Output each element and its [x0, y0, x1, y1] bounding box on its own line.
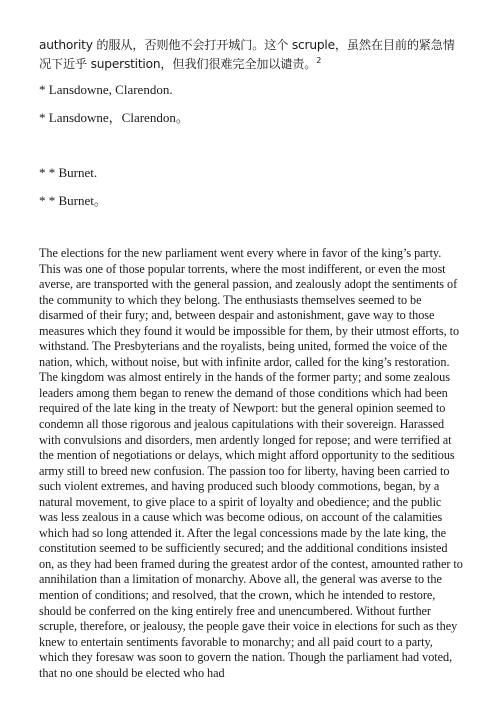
- footnote-burnet-en: * * Burnet.: [39, 165, 98, 180]
- body-paragraph: The elections for the new parliament went every where in favor of the king’s party. This was one of those popular torrents, where the most indifferent, or even the most averse, are transported with the general passion, and zealously adopt the sentiments of the community to which they belong. The enthusiasts themselves seemed to be disarmed of their fury; and, between despair and astonishment, gave way to those measures which they found it would be impossible for them, by their utmost efforts, to withstand. The Presbyterians and the royalists, being united, formed the voice of the nation, which, without noise, but with infinite ardor, called for the king’s restoration. The kingdom was almost entirely in the hands of the former party; and some zealous leaders among them began to renew the demand of those conditions which had been required of the late king in the treaty of Newport: but the general opinion seemed to condemn all those rigorous and jealous capitulations with their sovereign. Harassed with convulsions and disorders, men ardently longed for repose; and were terrified at the mention of negotiations or delays, which might afford opportunity to the seditious army still to breed new confusion. The passion too for liberty, having been carried to such violent extremes, and having produced such bloody commotions, began, by a natural movement, to give place to a spirit of loyalty and obedience; and the public was less zealous in a cause which was become odious, on account of the calamities which had so long attended it. After the legal concessions made by the late king, the constitution seemed to be sufficiently secured; and the additional conditions insisted on, as they had been framed during the greatest ardor of the contest, amounted rather to annihilation than a limitation of monarchy. Above all, the general was averse to the mention of conditions; and resolved, that the crown, which he intended to restore, should be conferred on the king entirely free and unencumbered. Without further scruple, therefore, or jealousy, the people gave their voice in elections for such as they knew to entertain sentiments favorable to monarchy; and all paid court to a party, which they foresaw was soon to govern the nation. Though the parliament had voted, that no one should be elected who had: [39, 246, 463, 680]
- footnote-lansdowne-en: * Lansdowne, Clarendon.: [39, 82, 173, 97]
- footnote-lansdowne-cn: * Lansdowne，Clarendon。: [39, 110, 189, 125]
- chinese-translation-paragraph: [39, 36, 463, 73]
- footnote-burnet-cn: * * Burnet。: [39, 193, 107, 208]
- footnote-reference: 2: [316, 55, 322, 65]
- chinese-translation-text: authority 的服从，否则他不会打开城门。这个 scruple，虽然在目前的紧急情况下近乎 superstition，但我们很难完全加以谴责。: [39, 38, 455, 71]
